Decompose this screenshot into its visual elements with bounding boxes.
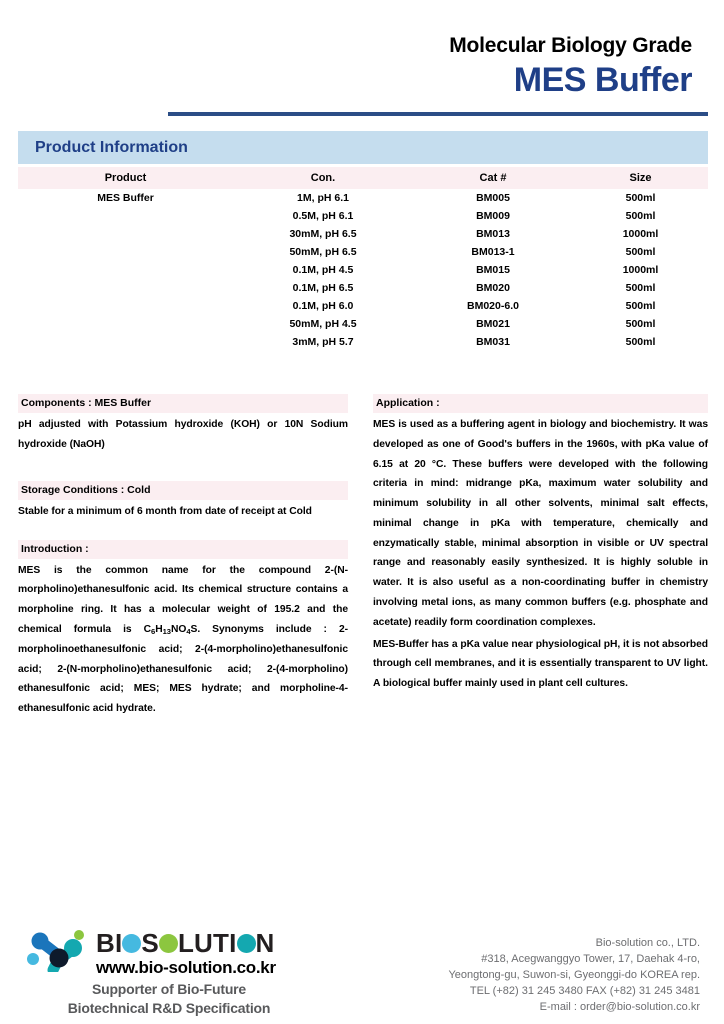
logo-word-n: N [255,928,275,959]
cell-con: 0.1M, pH 6.5 [292,282,354,294]
company-name: Bio-solution co., LTD. [595,937,700,950]
storage-label: Storage Conditions : Cold [18,481,348,500]
table-row [18,261,708,279]
cell-con: 3mM, pH 5.7 [292,336,354,348]
spacer [18,455,348,481]
table-row [18,225,708,243]
logo-word-luti: LUTI [177,928,237,959]
components-body: pH adjusted with Potassium hydroxide (KOH) or 10N Sodium hydroxide (NaOH) [18,419,348,450]
logo-dot-teal-icon [237,934,256,953]
tagline-secondary: Biotechnical R&D Specification [67,1000,271,1017]
cell-con: 50mM, pH 4.5 [289,318,357,330]
formula-sub-13: 13 [162,626,171,636]
title-divider [168,112,708,116]
company-website-url[interactable]: www.bio-solution.co.kr [96,958,276,978]
formula-sub-6: 6 [151,626,156,636]
product-table-body [18,189,708,351]
document-header [0,34,724,100]
product-table-head [18,167,708,189]
application-label: Application : [373,394,708,413]
cell-cat: BM013 [476,228,510,240]
column-header-cat: Cat # [479,172,507,184]
email-line[interactable]: E-mail : order@bio-solution.co.kr [539,1001,700,1014]
cell-size: 1000ml [622,228,659,240]
table-row [18,333,708,351]
logo-row [24,928,314,978]
formula-h: H [155,623,163,635]
cell-product [18,279,233,297]
cell-con: 50mM, pH 6.5 [289,246,357,258]
logo-wordmark [96,928,275,959]
cell-product [18,261,233,279]
table-row [18,243,708,261]
cell-con: 0.1M, pH 4.5 [292,264,354,276]
left-column [18,394,348,719]
tagline-primary: Supporter of Bio-Future [91,981,247,998]
column-header-size: Size [629,172,652,184]
cell-product: MES Buffer [97,192,154,204]
cell-size: 500ml [625,300,656,312]
cell-con: 30mM, pH 6.5 [289,228,357,240]
column-header-con: Con. [310,172,336,184]
formula-s: S [190,623,198,635]
cell-product [18,243,233,261]
table-row [18,207,708,225]
cell-size: 500ml [625,336,656,348]
body-columns [18,394,708,724]
cell-cat: BM009 [476,210,510,222]
spacer [18,522,348,540]
grade-subtitle: Molecular Biology Grade [449,34,692,57]
introduction-label: Introduction : [18,540,348,559]
cell-cat: BM031 [476,336,510,348]
cell-cat: BM015 [476,264,510,276]
table-row [18,297,708,315]
cell-size: 500ml [625,282,656,294]
right-column [373,394,708,694]
company-logo-block [24,928,314,1018]
cell-cat: BM020-6.0 [467,300,519,312]
cell-size: 500ml [625,318,656,330]
cell-cat: BM013-1 [471,246,515,258]
logo-word-bi: BI [96,928,123,959]
cell-product [18,297,233,315]
logo-dot-blue-icon [122,934,141,953]
company-address-block [448,936,700,1016]
cell-product [18,225,233,243]
cell-product [18,207,233,225]
column-header-product: Product [104,172,147,184]
table-row [18,315,708,333]
page-title: MES Buffer [513,61,692,100]
table-row [18,189,708,207]
cell-con: 0.1M, pH 6.0 [292,300,354,312]
cell-size: 500ml [625,192,656,204]
cell-cat: BM020 [476,282,510,294]
product-table [18,167,708,351]
cell-size: 500ml [625,210,656,222]
molecule-logo-icon [26,928,88,972]
formula-no: NO [170,623,187,635]
formula-sub-4: 4 [186,626,191,636]
components-label: Components : MES Buffer [18,394,348,413]
product-information-band [18,131,708,164]
introduction-text-part1: MES is the common name for the compound 2-(N-morpholino)ethanesulfonic acid. Its chemical structure contains a morpholine ring. It has a molecular weight of 195.2 and the chemical formula is C [18,564,348,635]
cell-cat: BM021 [476,318,510,330]
table-row [18,279,708,297]
application-paragraph-1: MES is used as a buffering agent in biology and biochemistry. It was developed as one of Good's buffers in the 1960s, with pKa value of 6.15 at 20 °C. These buffers were developed with the following criteria in mind: midrange pKa, maximum water solubility and minimum solubility in all other solvents, minimal salt effects, minimal change in pKa with temperature, chemically and enzymatically stable, minimal absorption in visible or UV spectral range and reasonably easily synthesized. It is highly soluble in water. It is also useful as a non-coordinating buffer in chemistry involving metal ions, as many common buffers (e.g. phosphate and acetate) readily form coordination complexes. [373,419,708,628]
address-line-1: #318, Acegwanggyo Tower, 17, Daehak 4-ro, [481,953,700,966]
cell-con: 1M, pH 6.1 [297,192,349,204]
introduction-body [18,559,348,719]
phone-fax-line: TEL (+82) 31 245 3480 FAX (+82) 31 245 3481 [469,985,700,998]
product-information-label: Product Information [35,138,188,156]
application-paragraph-2: MES-Buffer has a pKa value near physiological pH, it is not absorbed through cell membranes, and it is essentially transparent to UV light. A biological buffer mainly used in plant cell cultures. [373,638,708,690]
cell-product [18,315,233,333]
cell-cat: BM005 [476,192,510,204]
cell-product [18,333,233,351]
table-header-row [18,167,708,189]
cell-size: 500ml [625,246,656,258]
cell-con: 0.5M, pH 6.1 [292,210,354,222]
product-table-wrapper [18,167,708,351]
logo-dot-green-icon [159,934,178,953]
cell-size: 1000ml [622,264,659,276]
address-line-2: Yeongtong-gu, Suwon-si, Gyeonggi-do KOREA rep. [448,969,700,982]
storage-body: Stable for a minimum of 6 month from date of receipt at Cold [18,505,312,517]
logo-word-s: S [141,928,159,959]
introduction-text-part2: . Synonyms include : 2-morpholinoethanesulfonic acid; 2-(4-morpholino)ethanesulfonic acid; 2-(N-morpholino)ethanesulfonic acid; 2-(4-morpholino) ethanesulfonic acid; MES; MES hydrate; and morpholine-4-ethanesulfonic acid hydrate. [18,623,349,715]
document-footer [0,914,724,1024]
